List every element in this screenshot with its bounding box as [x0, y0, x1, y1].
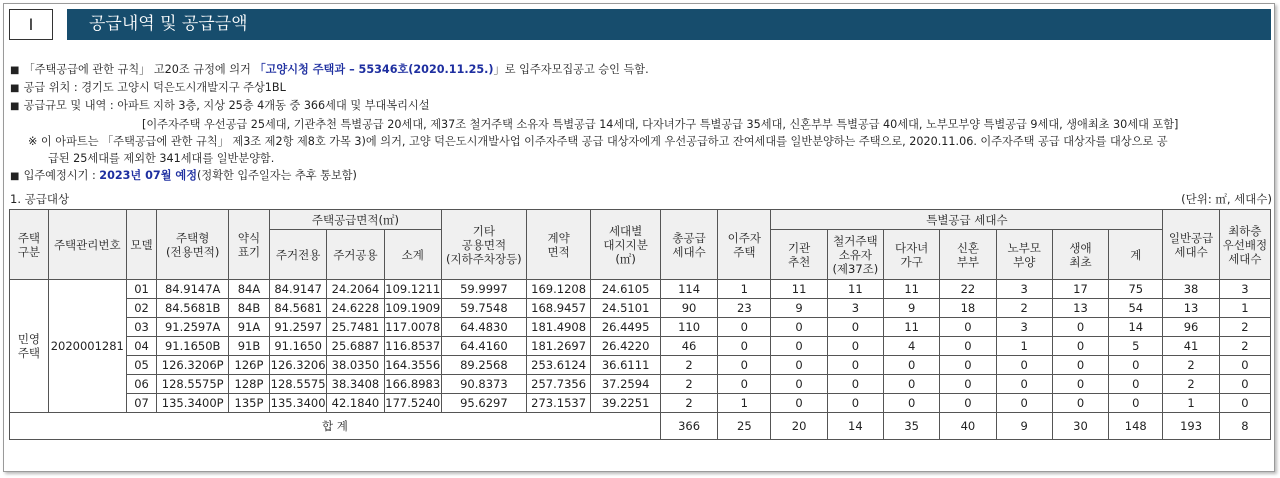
- table-cell: 3: [996, 280, 1052, 299]
- header-total-units: 총공급 세대수: [660, 210, 717, 280]
- square-bullet-icon: ■: [10, 83, 20, 95]
- table-cell: 0: [940, 337, 996, 356]
- notice-line-scale: ■ 공급규모 및 내역 : 아파트 지하 3층, 지상 25층 4개동 중 366세대 및 부대복리시설: [10, 97, 1178, 115]
- table-cell: 84.9147: [269, 280, 326, 299]
- table-cell: 91A: [229, 318, 270, 337]
- table-cell: 84B: [229, 299, 270, 318]
- table-cell: 0: [996, 375, 1052, 394]
- total-cell: 35: [884, 413, 940, 440]
- table-cell: 0: [1109, 394, 1163, 413]
- table-cell: 26.4220: [591, 337, 661, 356]
- table-cell: 90.8373: [441, 375, 526, 394]
- total-cell: 8: [1219, 413, 1270, 440]
- table-cell: 128.5575P: [157, 375, 229, 394]
- header-multichild: 다자녀 가구: [884, 230, 940, 280]
- table-cell: 126.3206: [269, 356, 326, 375]
- table-cell: 0: [1219, 375, 1270, 394]
- table-cell: 116.8537: [384, 337, 441, 356]
- table-cell: 0: [884, 375, 940, 394]
- table-cell: 14: [1109, 318, 1163, 337]
- header-special-group: 특별공급 세대수: [771, 210, 1163, 230]
- header-newlywed: 신혼 부부: [940, 230, 996, 280]
- table-cell: 1: [718, 280, 771, 299]
- table-cell: 2: [660, 375, 717, 394]
- table-cell: 84.5681: [269, 299, 326, 318]
- table-cell: 18: [940, 299, 996, 318]
- table-cell: 38.0350: [327, 356, 384, 375]
- table-cell: 0: [940, 375, 996, 394]
- table-cell: 168.9457: [526, 299, 590, 318]
- table-cell: 0: [718, 337, 771, 356]
- table-cell: 2: [660, 394, 717, 413]
- table-cell: 3: [827, 299, 883, 318]
- header-land-share: 세대별 대지지분 (㎡): [591, 210, 661, 280]
- table-cell: 3: [996, 318, 1052, 337]
- table-cell: 24.5101: [591, 299, 661, 318]
- total-cell: 148: [1109, 413, 1163, 440]
- table-cell: 128P: [229, 375, 270, 394]
- table-cell: 01: [126, 280, 157, 299]
- table-cell: 9: [884, 299, 940, 318]
- table-cell: 24.6228: [327, 299, 384, 318]
- table-cell: 0: [771, 356, 827, 375]
- table-cell: 41: [1163, 337, 1219, 356]
- table-cell: 36.6111: [591, 356, 661, 375]
- unit-note: (단위: ㎡, 세대수): [1181, 192, 1272, 206]
- total-cell: 40: [940, 413, 996, 440]
- table-cell: 2: [1219, 318, 1270, 337]
- notice-line-remark: ※ 이 아파트는 「주택공급에 관한 규칙」 제3조 제2항 제8호 가목 3)에 의거, 고양 덕은도시개발사업 이주자주택 공급 대상자에게 우선공급하고 잔여세대를 일반분양하는 주택으로, 2020.11.06. 이주자주택 공급 대상자를 대상으로 공: [28, 134, 1168, 148]
- table-cell: 253.6124: [526, 356, 590, 375]
- table-cell: 89.2568: [441, 356, 526, 375]
- notice-line-breakdown: [이주자주택 우선공급 25세대, 기관추천 특별공급 20세대, 제37조 철거주택 소유자 특별공급 14세대, 다자녀가구 특별공급 35세대, 신혼부부 특별공급 40세대, 노부모부양 특별공급 9세대, 생애최초 30세대 포함]: [142, 117, 1179, 131]
- total-label: 합 계: [10, 413, 661, 440]
- table-row: [10, 299, 1271, 318]
- header-house-type: 주택형 (전용면적): [157, 210, 229, 280]
- total-cell: 25: [718, 413, 771, 440]
- table-cell: 22: [940, 280, 996, 299]
- table-cell: 59.7548: [441, 299, 526, 318]
- table-cell: 0: [827, 337, 883, 356]
- table-cell: 13: [1052, 299, 1108, 318]
- table-cell: 11: [771, 280, 827, 299]
- table-cell: 0: [827, 375, 883, 394]
- table-cell: 0: [1052, 318, 1108, 337]
- table-cell: 0: [771, 318, 827, 337]
- square-bullet-icon: ■: [10, 65, 20, 76]
- total-row: [10, 413, 1271, 440]
- table-cell: 257.7356: [526, 375, 590, 394]
- table-cell: 135.3400: [269, 394, 326, 413]
- table-cell: 91.1650B: [157, 337, 229, 356]
- header-firsttime: 생애 최초: [1052, 230, 1108, 280]
- table-cell: 0: [827, 356, 883, 375]
- total-cell: 14: [827, 413, 883, 440]
- header-elderly: 노부모 부양: [996, 230, 1052, 280]
- section-number: I: [9, 9, 53, 40]
- table-cell: 273.1537: [526, 394, 590, 413]
- table-cell: 164.3556: [384, 356, 441, 375]
- header-demolished: 철거주택 소유자 (제37조): [827, 230, 883, 280]
- table-cell: 0: [1052, 356, 1108, 375]
- header-model: 모델: [126, 210, 157, 280]
- table-cell: 26.4495: [591, 318, 661, 337]
- table-cell: 126P: [229, 356, 270, 375]
- table-cell: 0: [718, 318, 771, 337]
- table-cell: 126.3206P: [157, 356, 229, 375]
- square-bullet-icon: ■: [10, 171, 20, 183]
- table-cell: 3: [1219, 280, 1270, 299]
- table-cell: 39.2251: [591, 394, 661, 413]
- table-cell: 0: [996, 394, 1052, 413]
- table-cell: 91B: [229, 337, 270, 356]
- table-cell: 135.3400P: [157, 394, 229, 413]
- table-cell: 2: [1163, 356, 1219, 375]
- table-cell: 0: [718, 375, 771, 394]
- header-other-common: 기타 공용면적 (지하주차장등): [441, 210, 526, 280]
- table-cell: 24.6105: [591, 280, 661, 299]
- header-short-type: 약식 표기: [229, 210, 270, 280]
- table-cell: 1: [718, 394, 771, 413]
- table-cell: 0: [1109, 356, 1163, 375]
- table-cell: 0: [827, 318, 883, 337]
- section-title: 공급내역 및 공급금액: [67, 9, 1271, 40]
- notice-line-approval: ■ 「주택공급에 관한 규칙」 고20조 규정에 의거 「고양시청 주택과 – 55346호(2020.11.25.)」로 입주자모집공고 승인 득함.: [10, 61, 1178, 79]
- mgmt-no-cell: 2020001281: [48, 280, 126, 413]
- table-cell: 38.3408: [327, 375, 384, 394]
- section-header: [9, 9, 1271, 40]
- table-cell: 11: [884, 318, 940, 337]
- header-common: 주거공용: [327, 230, 384, 280]
- header-min-floor: 최하층 우선배정 세대수: [1219, 210, 1270, 280]
- header-institution: 기관 추천: [771, 230, 827, 280]
- table-cell: 0: [1052, 394, 1108, 413]
- table-cell: 0: [940, 356, 996, 375]
- table-cell: 11: [827, 280, 883, 299]
- table-cell: 0: [996, 356, 1052, 375]
- table-cell: 05: [126, 356, 157, 375]
- table-cell: 169.1208: [526, 280, 590, 299]
- header-area-group: 주택공급면적(㎡): [269, 210, 441, 230]
- table-cell: 0: [1109, 375, 1163, 394]
- table-row: [10, 394, 1271, 413]
- header-relocation: 이주자 주택: [718, 210, 771, 280]
- header-general: 일반공급 세대수: [1163, 210, 1219, 280]
- table-cell: 177.5240: [384, 394, 441, 413]
- table-cell: 03: [126, 318, 157, 337]
- total-cell: 193: [1163, 413, 1219, 440]
- table-cell: 0: [1219, 394, 1270, 413]
- table-cell: 02: [126, 299, 157, 318]
- table-cell: 128.5575: [269, 375, 326, 394]
- header-mgmt-no: 주택관리번호: [48, 210, 126, 280]
- table-cell: 0: [940, 318, 996, 337]
- table-cell: 96: [1163, 318, 1219, 337]
- notice-line-movein: ■ 입주예정시기 : 2023년 07월 예정(정확한 입주일자는 추후 통보함): [10, 167, 1178, 185]
- table-row: [10, 356, 1271, 375]
- table-cell: 0: [1219, 356, 1270, 375]
- table-cell: 0: [771, 375, 827, 394]
- table-cell: 0: [884, 356, 940, 375]
- table-cell: 23: [718, 299, 771, 318]
- table-cell: 181.2697: [526, 337, 590, 356]
- header-exclusive: 주거전용: [269, 230, 326, 280]
- table-row: [10, 318, 1271, 337]
- table-cell: 9: [771, 299, 827, 318]
- table-cell: 0: [718, 356, 771, 375]
- table-cell: 38: [1163, 280, 1219, 299]
- table-cell: 114: [660, 280, 717, 299]
- header-contract: 계약 면적: [526, 210, 590, 280]
- table-cell: 1: [1219, 299, 1270, 318]
- total-cell: 366: [660, 413, 717, 440]
- table-cell: 181.4908: [526, 318, 590, 337]
- table-cell: 37.2594: [591, 375, 661, 394]
- notice-line-location: ■ 공급 위치 : 경기도 고양시 덕은도시개발지구 주상1BL: [10, 79, 1178, 97]
- table-cell: 0: [1052, 337, 1108, 356]
- table-cell: 25.7481: [327, 318, 384, 337]
- table-cell: 84.9147A: [157, 280, 229, 299]
- table-cell: 0: [771, 337, 827, 356]
- table-cell: 2: [1163, 375, 1219, 394]
- table-cell: 5: [1109, 337, 1163, 356]
- table-cell: 117.0078: [384, 318, 441, 337]
- table-cell: 91.1650: [269, 337, 326, 356]
- table-cell: 17: [1052, 280, 1108, 299]
- table-cell: 2: [660, 356, 717, 375]
- table-cell: 13: [1163, 299, 1219, 318]
- document-frame: [3, 3, 1275, 472]
- table-cell: 42.1840: [327, 394, 384, 413]
- table-cell: 95.6297: [441, 394, 526, 413]
- total-cell: 9: [996, 413, 1052, 440]
- table-cell: 0: [1052, 375, 1108, 394]
- table-cell: 1: [1163, 394, 1219, 413]
- table-cell: 64.4830: [441, 318, 526, 337]
- table-cell: 84A: [229, 280, 270, 299]
- table-cell: 91.2597A: [157, 318, 229, 337]
- table-cell: 109.1211: [384, 280, 441, 299]
- table-cell: 109.1909: [384, 299, 441, 318]
- table-row: [10, 280, 1271, 299]
- table-row: [10, 375, 1271, 394]
- table-cell: 54: [1109, 299, 1163, 318]
- table-cell: 59.9997: [441, 280, 526, 299]
- header-subtotal: 소계: [384, 230, 441, 280]
- type-div-cell: 민영 주택: [10, 280, 49, 413]
- table-cell: 2: [996, 299, 1052, 318]
- square-bullet-icon: ■: [10, 101, 20, 113]
- notice-block: [10, 61, 1178, 185]
- table-cell: 0: [940, 394, 996, 413]
- table-cell: 07: [126, 394, 157, 413]
- table-cell: 110: [660, 318, 717, 337]
- total-cell: 20: [771, 413, 827, 440]
- header-special-sum: 계: [1109, 230, 1163, 280]
- table-cell: 84.5681B: [157, 299, 229, 318]
- notice-line-remark-cont: 급된 25세대를 제외한 341세대를 일반분양함.: [48, 152, 275, 166]
- table-cell: 11: [884, 280, 940, 299]
- table-row: [10, 337, 1271, 356]
- table-caption: 1. 공급대상: [10, 192, 70, 206]
- table-cell: 0: [827, 394, 883, 413]
- table-cell: 4: [884, 337, 940, 356]
- header-type-div: 주택 구분: [10, 210, 49, 280]
- table-cell: 166.8983: [384, 375, 441, 394]
- table-cell: 24.2064: [327, 280, 384, 299]
- table-cell: 46: [660, 337, 717, 356]
- table-cell: 06: [126, 375, 157, 394]
- supply-table: [9, 209, 1271, 440]
- table-cell: 0: [771, 394, 827, 413]
- table-cell: 0: [884, 394, 940, 413]
- total-cell: 30: [1052, 413, 1108, 440]
- table-cell: 135P: [229, 394, 270, 413]
- table-cell: 04: [126, 337, 157, 356]
- table-cell: 91.2597: [269, 318, 326, 337]
- table-cell: 90: [660, 299, 717, 318]
- table-cell: 25.6887: [327, 337, 384, 356]
- table-cell: 64.4160: [441, 337, 526, 356]
- table-cell: 1: [996, 337, 1052, 356]
- table-cell: 2: [1219, 337, 1270, 356]
- table-body: [10, 280, 1271, 413]
- table-cell: 75: [1109, 280, 1163, 299]
